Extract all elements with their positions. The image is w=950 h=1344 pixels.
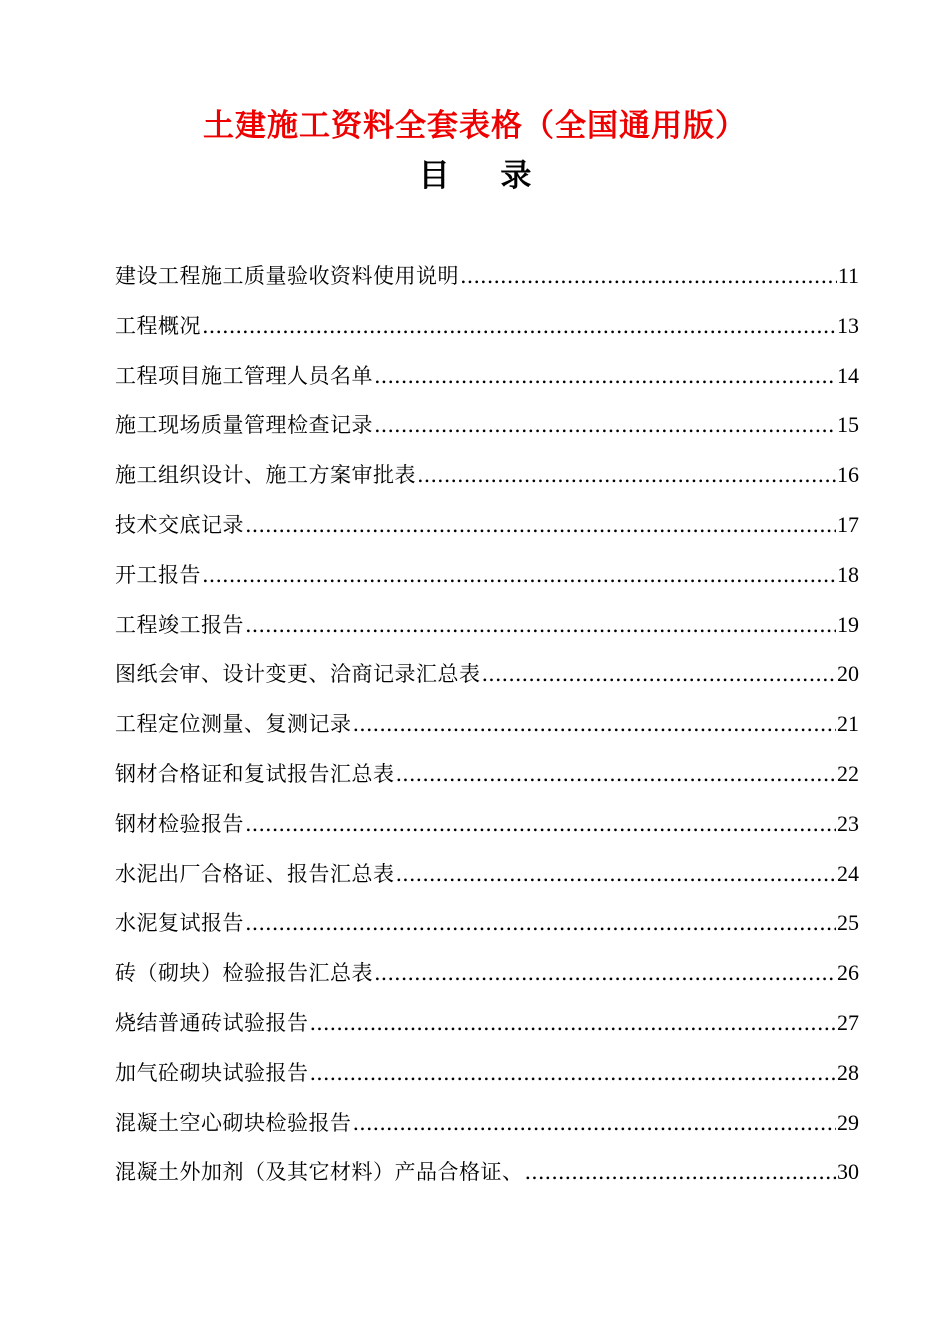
toc-page-number: 22 (837, 760, 859, 786)
toc-entry-label: 加气砼砌块试验报告 (115, 1060, 309, 1085)
toc-dot-leader (374, 405, 836, 445)
toc-dot-leader (353, 1103, 837, 1143)
toc-page-number: 23 (837, 810, 859, 836)
toc-entry[interactable] (115, 356, 859, 406)
toc-entry[interactable] (115, 555, 859, 605)
toc-entry-label: 施工组织设计、施工方案审批表 (115, 463, 416, 488)
toc-dot-leader (374, 356, 836, 396)
toc-page-number: 25 (837, 910, 859, 936)
toc-entry[interactable] (115, 405, 859, 455)
toc-dot-leader (310, 1003, 837, 1043)
toc-entry[interactable] (115, 455, 859, 505)
toc-entry-label: 施工现场质量管理检查记录 (115, 413, 373, 438)
toc-entry[interactable] (115, 1103, 859, 1153)
toc-entry-label: 工程概况 (115, 313, 201, 338)
toc-page-number: 30 (837, 1159, 859, 1185)
toc-entry-label: 工程项目施工管理人员名单 (115, 363, 373, 388)
toc-entry[interactable] (115, 704, 859, 754)
toc-dot-leader (460, 256, 837, 296)
toc-entry[interactable] (115, 505, 859, 555)
toc-page-number: 17 (837, 511, 859, 537)
toc-page-number: 13 (837, 312, 859, 338)
toc-entry[interactable] (115, 903, 859, 953)
toc-entry[interactable] (115, 654, 859, 704)
toc-entry-label: 混凝土空心砌块检验报告 (115, 1110, 352, 1135)
toc-entry[interactable] (115, 256, 859, 306)
toc-entry-label: 钢材检验报告 (115, 811, 244, 836)
toc-dot-leader (353, 704, 837, 744)
toc-dot-leader (482, 654, 837, 694)
toc-entry-label: 工程定位测量、复测记录 (115, 712, 352, 737)
toc-entry-label: 工程竣工报告 (115, 612, 244, 637)
toc-entry-label: 钢材合格证和复试报告汇总表 (115, 761, 395, 786)
toc-dot-leader (417, 455, 836, 495)
toc-page-number: 29 (837, 1109, 859, 1135)
toc-entry-label: 砖（砌块）检验报告汇总表 (115, 961, 373, 986)
toc-entry[interactable] (115, 1053, 859, 1103)
toc-entry[interactable] (115, 306, 859, 356)
toc-page-number: 27 (837, 1009, 859, 1035)
toc-page-number: 26 (837, 960, 859, 986)
toc-entry[interactable] (115, 1003, 859, 1053)
toc-entry[interactable] (115, 1152, 859, 1202)
toc-entry-label: 水泥出厂合格证、报告汇总表 (115, 861, 395, 886)
toc-dot-leader (525, 1152, 837, 1192)
toc-page-number: 28 (837, 1059, 859, 1085)
toc-page-number: 19 (837, 611, 859, 637)
toc-page-number: 20 (837, 661, 859, 687)
toc-entry-label: 烧结普通砖试验报告 (115, 1010, 309, 1035)
toc-page-number: 18 (837, 561, 859, 587)
document-title: 土建施工资料全套表格（全国通用版） (203, 108, 747, 144)
toc-dot-leader (396, 854, 837, 894)
toc-entry[interactable] (115, 605, 859, 655)
toc-dot-leader (202, 306, 836, 346)
toc-dot-leader (245, 605, 836, 645)
toc-entry-label: 开工报告 (115, 562, 201, 587)
toc-page-number: 24 (837, 860, 859, 886)
toc-page-number: 21 (837, 711, 859, 737)
toc-page-number: 11 (837, 263, 859, 288)
toc-dot-leader (310, 1053, 837, 1093)
toc-dot-leader (374, 953, 836, 993)
toc-dot-leader (245, 505, 836, 545)
toc-dot-leader (245, 903, 836, 943)
toc-page-number: 16 (837, 462, 859, 488)
toc-entry-label: 图纸会审、设计变更、洽商记录汇总表 (115, 662, 481, 687)
table-of-contents (115, 256, 859, 1202)
toc-entry[interactable] (115, 953, 859, 1003)
toc-dot-leader (396, 754, 837, 794)
toc-entry[interactable] (115, 854, 859, 904)
toc-heading: 目 录 (418, 158, 532, 194)
toc-entry-label: 建设工程施工质量验收资料使用说明 (115, 264, 459, 288)
toc-dot-leader (202, 555, 836, 595)
toc-entry-label: 水泥复试报告 (115, 911, 244, 936)
toc-page-number: 14 (837, 362, 859, 388)
toc-entry[interactable] (115, 754, 859, 804)
toc-entry-label: 混凝土外加剂（及其它材料）产品合格证、 (115, 1160, 524, 1185)
toc-entry[interactable] (115, 804, 859, 854)
toc-dot-leader (245, 804, 836, 844)
toc-page-number: 15 (837, 412, 859, 438)
toc-entry-label: 技术交底记录 (115, 512, 244, 537)
